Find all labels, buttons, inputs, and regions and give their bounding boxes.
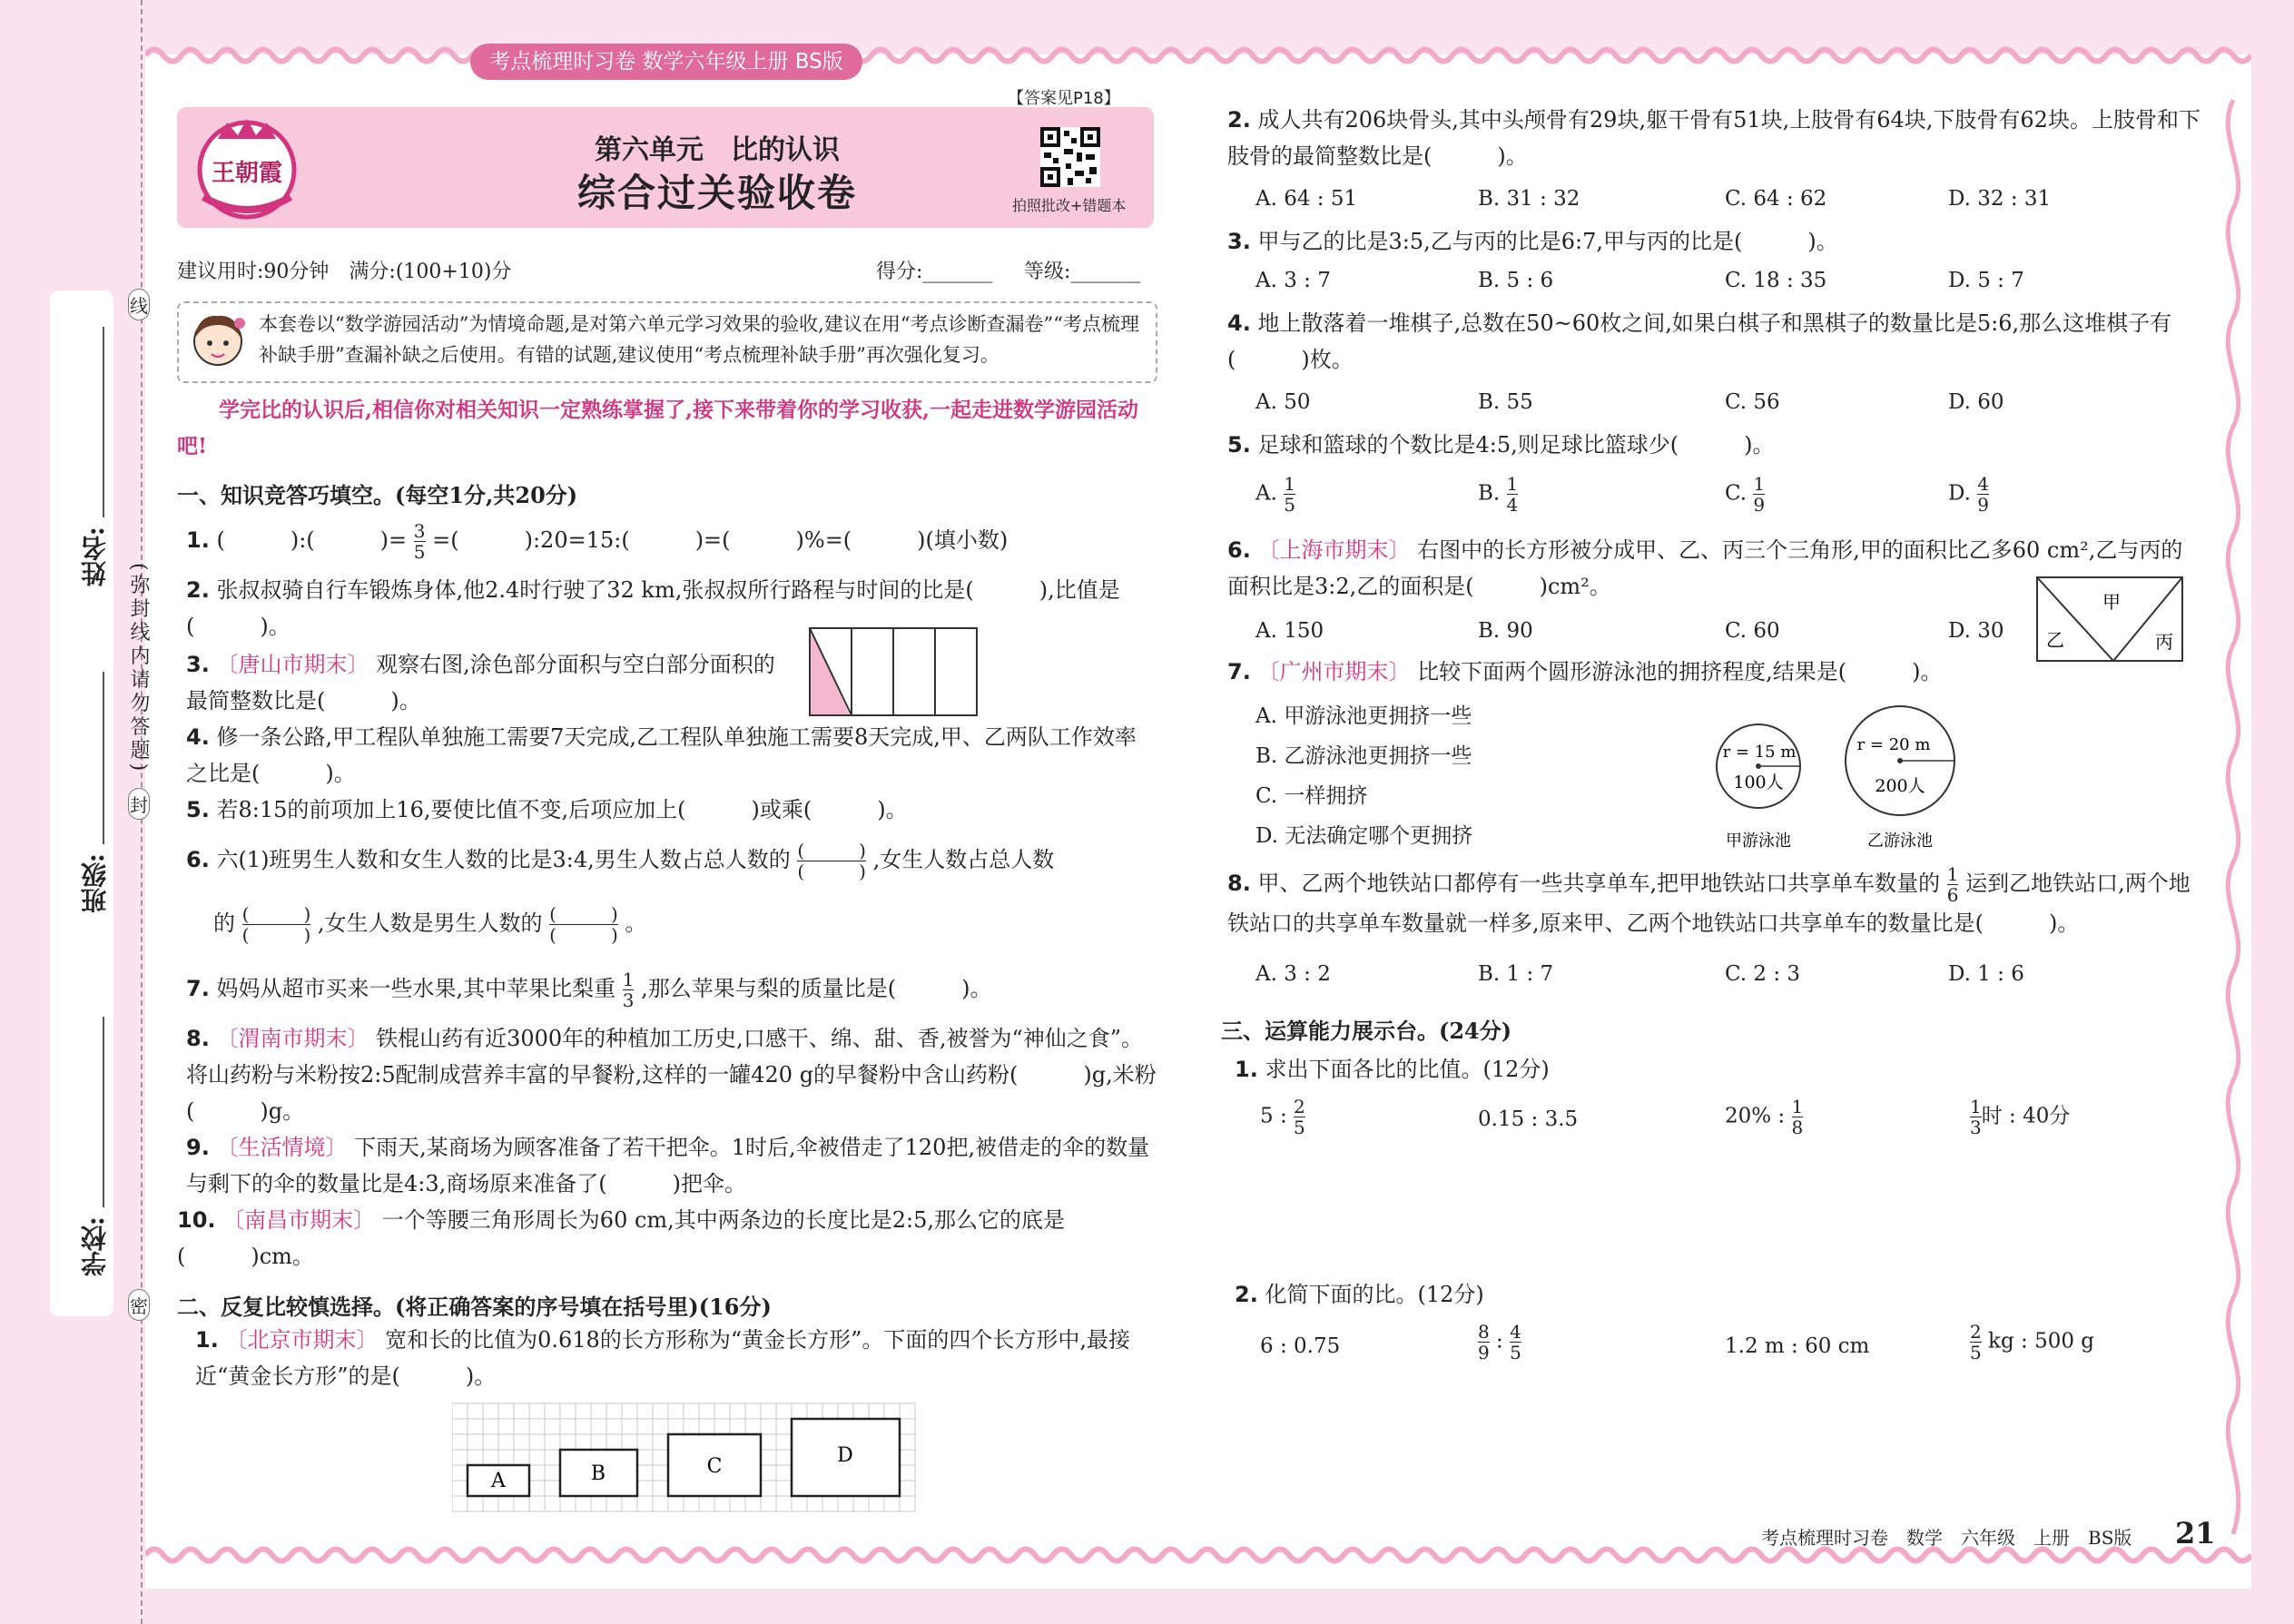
label-jia: 甲 bbox=[2102, 591, 2121, 613]
question-text: 地上散落着一堆棋子,总数在50~60枚之间,如果白棋子和黑棋子的数量比是5:6,那么这堆棋子有( )枚。 bbox=[1227, 310, 2172, 372]
question-1-7 bbox=[186, 969, 1157, 1010]
pool-1-name: 甲游泳池 bbox=[1726, 832, 1791, 851]
option-c[interactable]: C. 60 bbox=[1725, 619, 1780, 643]
option-b[interactable]: B. 31 : 32 bbox=[1478, 187, 1580, 211]
option-a[interactable]: A. 3 : 2 bbox=[1255, 962, 1331, 986]
fraction: $\frac{1}{6}$ bbox=[1946, 863, 1959, 906]
option-c[interactable]: C. 2 : 3 bbox=[1725, 962, 1801, 986]
lead-paragraph: 学完比的认识后,相信你对相关知识一定熟练掌握了,接下来带着你的学习收获,一起走进数学游园活动吧! bbox=[177, 398, 1139, 458]
seal-mark-secret: 密 bbox=[128, 1289, 150, 1321]
question-text: ,女生人数是男生人数的 bbox=[317, 910, 543, 936]
simplify-item-3[interactable]: 1.2 m : 60 cm bbox=[1725, 1334, 1870, 1358]
question-text: 运到乙地铁站口,两个地铁站口的共享单车数量就一样多,原来甲、乙两个地铁站口共享单车的数量比是( )。 bbox=[1227, 871, 2191, 936]
question-text: 若8:15的前项加上16,要使比值不变,后项应加上( )或乘( )。 bbox=[216, 797, 908, 822]
time-and-full-score: 建议用时:90分钟 满分:(100+10)分 bbox=[177, 261, 512, 283]
rect-label-d: D bbox=[837, 1444, 853, 1467]
blank-fraction[interactable]: $\frac{( )}{( )}$ bbox=[797, 840, 866, 882]
option-b[interactable]: B. 90 bbox=[1478, 619, 1533, 643]
fraction: $\frac{3}{5}$ bbox=[413, 520, 426, 563]
option-d[interactable]: D. 5 : 7 bbox=[1948, 269, 2024, 292]
question-1-9 bbox=[186, 1129, 1157, 1202]
rectangles-on-grid-figure bbox=[452, 1402, 919, 1512]
question-1-3 bbox=[186, 646, 785, 719]
score-field[interactable]: 得分:_______ bbox=[876, 261, 993, 283]
question-text: 甲与乙的比是3:5,乙与丙的比是6:7,甲与丙的比是( )。 bbox=[1257, 229, 1838, 254]
option-c[interactable]: C. 64 : 62 bbox=[1725, 187, 1827, 211]
question-text: ,那么苹果与梨的质量比是( )。 bbox=[641, 976, 992, 1001]
answer-reference: 【答案见P18】 bbox=[1008, 89, 1120, 108]
option-c[interactable]: C. 一样拥挤 bbox=[1255, 784, 1368, 808]
shaded-rectangle-figure bbox=[808, 626, 979, 717]
ratio-item-4[interactable]: $\frac{1}{3}$ 时 : 40分 bbox=[1970, 1096, 2071, 1138]
simplify-item-2[interactable]: $\frac{8}{9}$ : $\frac{4}{5}$ bbox=[1478, 1321, 1521, 1363]
question-text: 宽和长的比值为0.618的长方形称为“黄金长方形”。下面的四个长方形中,最接近“黄金长方形”的是( )。 bbox=[195, 1327, 1130, 1389]
swimming-pools-figure bbox=[1707, 704, 1970, 855]
option-d[interactable]: D. 32 : 31 bbox=[1948, 187, 2052, 211]
question-1-6-cont bbox=[213, 904, 1167, 945]
label-bing: 丙 bbox=[2155, 631, 2173, 653]
question-text: 下雨天,某商场为顾客准备了若干把伞。1时后,伞被借走了120把,被借走的伞的数量与剩下的伞的数量比是4:3,商场原来准备了( )把伞。 bbox=[186, 1135, 1150, 1196]
question-1-1 bbox=[186, 521, 1167, 562]
question-2-5 bbox=[1227, 427, 2203, 463]
question-text: 观察右图,涂色部分面积与空白部分面积的最简整数比是( )。 bbox=[186, 652, 775, 714]
question-number: 1. bbox=[186, 527, 210, 553]
question-1-4 bbox=[186, 719, 1157, 792]
top-wavy-border bbox=[145, 44, 2251, 67]
option-d[interactable]: D. 1 : 6 bbox=[1948, 962, 2024, 986]
seal-notice: (弥封线内请勿答题) bbox=[127, 563, 150, 775]
logo-text: 王朝霞 bbox=[211, 160, 282, 187]
unit-title: 第六单元 比的认识 bbox=[595, 134, 840, 166]
question-number: 5. bbox=[186, 797, 210, 822]
question-text: ( ):( )= bbox=[216, 527, 408, 553]
simplify-item-1[interactable]: 6 : 0.75 bbox=[1260, 1334, 1341, 1358]
qr-caption: 拍照批改+错题本 bbox=[1012, 197, 1127, 214]
question-number: 8. bbox=[1227, 871, 1251, 896]
label-yi: 乙 bbox=[2046, 629, 2064, 651]
question-number: 6. bbox=[1227, 537, 1251, 563]
question-text: 六(1)班男生人数和女生人数的比是3:4,男生人数占总人数的 bbox=[216, 847, 791, 872]
question-text: 右图中的长方形被分成甲、乙、丙三个三角形,甲的面积比乙多60 cm²,乙与丙的面积比是3:2,乙的面积是( )cm²。 bbox=[1227, 537, 2183, 599]
question-text: 铁棍山药有近3000年的种植加工历史,口感干、绵、甜、香,被誉为“神仙之食”。将山药粉与米粉按2:5配制成营养丰富的早餐粉,这样的一罐420 g的早餐粉中含山药粉( )g,米粉( )g。 bbox=[186, 1026, 1157, 1124]
pool-1-radius: r = 15 m bbox=[1722, 743, 1797, 762]
pool-2-people: 200人 bbox=[1875, 776, 1925, 796]
question-1-2 bbox=[186, 572, 1157, 645]
name-field[interactable] bbox=[103, 327, 104, 517]
source-tag: 〔南昌市期末〕 bbox=[222, 1207, 376, 1233]
ratio-item-2[interactable]: 0.15 : 3.5 bbox=[1478, 1107, 1579, 1131]
option-a[interactable]: A. 64 : 51 bbox=[1255, 187, 1358, 211]
option-b[interactable]: B. 乙游泳池更拥挤一些 bbox=[1255, 744, 1472, 768]
blank-fraction[interactable]: $\frac{( )}{( )}$ bbox=[241, 903, 311, 946]
right-wavy-border bbox=[2215, 100, 2251, 1534]
question-number: 2. bbox=[1227, 107, 1251, 133]
question-2-8 bbox=[1227, 864, 2203, 941]
question-number: 4. bbox=[186, 724, 210, 750]
question-text: 张叔叔骑自行车锻炼身体,他2.4时行驶了32 km,张叔叔所行路程与时间的比是( ),比值是( )。 bbox=[186, 577, 1120, 639]
option-c[interactable]: C. $\frac{1}{9}$ bbox=[1725, 473, 1766, 516]
question-number: 2. bbox=[1235, 1282, 1258, 1307]
question-2-3 bbox=[1227, 223, 2203, 260]
question-text: 甲、乙两个地铁站口都停有一些共享单车,把甲地铁站口共享单车数量的 bbox=[1257, 871, 1941, 896]
source-tag: 〔上海市期末〕 bbox=[1257, 537, 1411, 563]
option-a[interactable]: A. 50 bbox=[1255, 390, 1311, 414]
section-2-title: 二、反复比较慎选择。(将正确答案的序号填在括号里)(16分) bbox=[177, 1294, 772, 1320]
question-text: 化简下面的比。(12分) bbox=[1265, 1282, 1484, 1307]
question-1-8 bbox=[186, 1020, 1157, 1129]
option-a[interactable]: A. 甲游泳池更拥挤一些 bbox=[1255, 704, 1472, 728]
question-text: 妈妈从超市买来一些水果,其中苹果比梨重 bbox=[216, 976, 616, 1001]
option-d[interactable]: D. 30 bbox=[1948, 619, 2004, 643]
question-1-5 bbox=[186, 792, 1157, 828]
question-3-2 bbox=[1235, 1276, 2197, 1313]
section-1-title: 一、知识竞答巧填空。(每空1分,共20分) bbox=[177, 482, 578, 508]
seal-mark-seal: 封 bbox=[128, 788, 150, 820]
question-number: 2. bbox=[186, 577, 210, 603]
page-number: 21 bbox=[2175, 1516, 2216, 1550]
question-number: 8. bbox=[186, 1026, 210, 1051]
rect-label-c: C bbox=[706, 1455, 723, 1478]
question-number: 3. bbox=[186, 652, 210, 677]
name-label: 姓名: bbox=[80, 527, 110, 587]
simplify-item-4[interactable]: $\frac{2}{5}$ kg : 500 g bbox=[1970, 1321, 2095, 1363]
option-d[interactable]: D. 无法确定哪个更拥挤 bbox=[1255, 824, 1473, 848]
question-2-2 bbox=[1227, 102, 2203, 174]
question-number: 1. bbox=[1235, 1057, 1258, 1082]
source-tag: 〔渭南市期末〕 bbox=[216, 1026, 369, 1051]
option-c[interactable]: C. 18 : 35 bbox=[1725, 269, 1827, 292]
class-field[interactable] bbox=[103, 672, 104, 844]
pool-1-people: 100人 bbox=[1733, 773, 1784, 792]
question-text: 足球和篮球的个数比是4:5,则足球比篮球少( )。 bbox=[1257, 432, 1775, 458]
question-2-4 bbox=[1227, 305, 2203, 378]
seal-mark-line: 线 bbox=[128, 289, 150, 320]
question-text: ,女生人数占总人数 bbox=[872, 847, 1055, 872]
question-number: 4. bbox=[1227, 310, 1251, 336]
school-field[interactable] bbox=[103, 1017, 104, 1207]
pool-2-name: 乙游泳池 bbox=[1867, 832, 1933, 851]
question-number: 10. bbox=[177, 1207, 216, 1233]
option-b[interactable]: B. $\frac{1}{4}$ bbox=[1478, 473, 1519, 516]
source-tag: 〔生活情境〕 bbox=[216, 1135, 348, 1160]
blank-fraction[interactable]: $\frac{( )}{( )}$ bbox=[549, 903, 618, 946]
question-number: 7. bbox=[186, 976, 210, 1001]
question-2-1 bbox=[195, 1322, 1157, 1394]
option-c[interactable]: C. 56 bbox=[1725, 390, 1780, 414]
section-3-title: 三、运算能力展示台。(24分) bbox=[1221, 1018, 1512, 1044]
girl-mascot-icon bbox=[182, 305, 254, 378]
option-d[interactable]: D. $\frac{4}{9}$ bbox=[1948, 473, 1989, 516]
option-b[interactable]: B. 55 bbox=[1478, 390, 1533, 414]
question-text: 成人共有206块骨头,其中头颅骨有29块,躯干骨有51块,上肢骨有64块,下肢骨有62块。上肢骨和下肢骨的最简整数比是( )。 bbox=[1227, 107, 2200, 169]
question-text: 。 bbox=[625, 910, 647, 936]
question-text: 比较下面两个圆形游泳池的拥挤程度,结果是( )。 bbox=[1417, 659, 1943, 684]
question-number: 1. bbox=[195, 1327, 219, 1353]
footer-series: 考点梳理时习卷 数学 六年级 上册 BS版 bbox=[1761, 1527, 2132, 1549]
question-number: 9. bbox=[186, 1135, 210, 1160]
triangle-rectangle-figure bbox=[2035, 576, 2184, 663]
series-ribbon: 考点梳理时习卷 数学六年级上册 BS版 bbox=[470, 44, 862, 80]
pool-2-radius: r = 20 m bbox=[1856, 735, 1931, 754]
option-a[interactable]: A. $\frac{1}{5}$ bbox=[1255, 473, 1295, 516]
source-tag: 〔广州市期末〕 bbox=[1257, 659, 1411, 684]
option-b[interactable]: B. 1 : 7 bbox=[1478, 962, 1554, 986]
source-tag: 〔唐山市期末〕 bbox=[216, 652, 369, 677]
question-text: =( ):20=15:( )=( )%=( )(填小数) bbox=[432, 527, 1009, 553]
rect-label-b: B bbox=[590, 1462, 606, 1485]
question-number: 3. bbox=[1227, 229, 1251, 254]
exam-title: 综合过关验收卷 bbox=[576, 171, 857, 215]
option-d[interactable]: D. 60 bbox=[1948, 390, 2004, 414]
question-2-7 bbox=[1227, 654, 2203, 690]
option-b[interactable]: B. 5 : 6 bbox=[1478, 269, 1554, 292]
option-a[interactable]: A. 150 bbox=[1255, 619, 1324, 643]
class-label: 班级: bbox=[80, 853, 110, 914]
question-number: 6. bbox=[186, 847, 210, 872]
question-text: 修一条公路,甲工程队单独施工需要7天完成,乙工程队单独施工需要8天完成,甲、乙两队工作效率之比是( )。 bbox=[186, 724, 1137, 786]
question-text: 的 bbox=[213, 910, 235, 936]
option-a[interactable]: A. 3 : 7 bbox=[1255, 269, 1331, 292]
question-3-1 bbox=[1235, 1051, 2197, 1088]
intro-text: 本套卷以“数学游园活动”为情境命题,是对第六单元学习效果的验收,建议在用“考点诊断查漏卷”“考点梳理补缺手册”查漏补缺之后使用。有错的试题,建议使用“考点梳理补缺手册”再次强化复习。 bbox=[259, 313, 1140, 366]
school-label: 学校: bbox=[80, 1216, 110, 1277]
question-number: 7. bbox=[1227, 659, 1251, 684]
question-1-10 bbox=[177, 1202, 1157, 1275]
ratio-item-3[interactable]: 20% : $\frac{1}{8}$ bbox=[1725, 1096, 1804, 1138]
qr-code-icon[interactable] bbox=[1040, 127, 1100, 187]
rect-label-a: A bbox=[491, 1470, 506, 1492]
source-tag: 〔北京市期末〕 bbox=[225, 1327, 379, 1353]
question-text: 求出下面各比的比值。(12分) bbox=[1265, 1057, 1550, 1082]
ratio-item-1[interactable]: 5 : $\frac{2}{5}$ bbox=[1260, 1096, 1305, 1138]
question-number: 5. bbox=[1227, 432, 1251, 458]
grade-field[interactable]: 等级:_______ bbox=[1024, 261, 1141, 283]
question-1-6 bbox=[186, 841, 1167, 881]
fraction: $\frac{1}{3}$ bbox=[622, 969, 635, 1011]
question-text: 一个等腰三角形周长为60 cm,其中两条边的长度比是2:5,那么它的底是( )cm。 bbox=[177, 1207, 1066, 1269]
